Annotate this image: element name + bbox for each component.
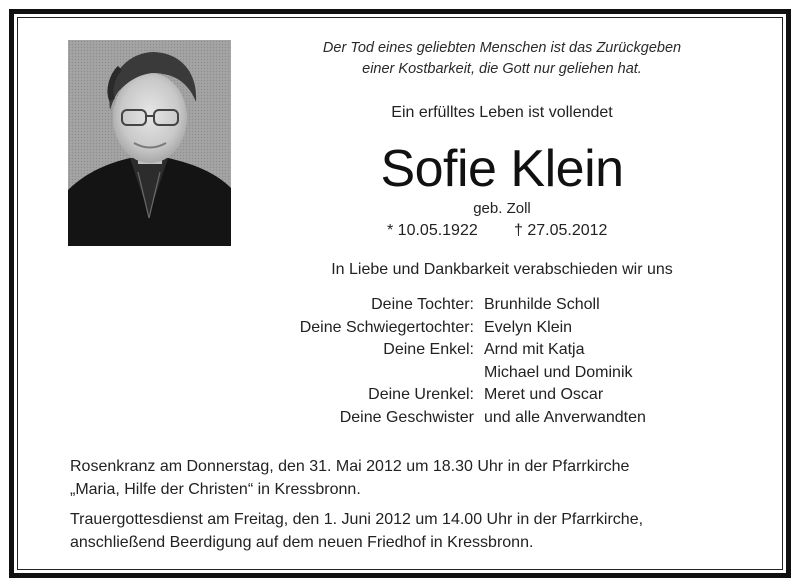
portrait-photo <box>68 40 231 246</box>
memorial-quote <box>262 38 742 80</box>
relative-value: und alle Anverwandten <box>484 408 646 426</box>
relative-row <box>200 364 760 387</box>
relative-row <box>200 386 760 409</box>
relative-label: Deine Schwiegertochter: <box>299 318 474 336</box>
funeral-service-announcement <box>70 508 750 554</box>
relatives-list <box>200 296 760 431</box>
relative-value: Meret und Oscar <box>484 386 604 403</box>
relative-row <box>200 409 760 432</box>
relative-value: Arnd mit Katja <box>484 341 585 358</box>
funeral-line-1: Trauergottesdienst am Freitag, den 1. Juni 2012 um 14.00 Uhr in der Pfarrkirche, <box>70 511 644 528</box>
relative-row <box>200 341 760 364</box>
rosary-line-1: Rosenkranz am Donnerstag, den 31. Mai 2012 um 18.30 Uhr in der Pfarrkirche <box>70 458 630 475</box>
rosary-line-2: „Maria, Hilfe der Christen“ in Kressbronn. <box>70 481 361 498</box>
rosary-announcement <box>70 455 750 501</box>
farewell-line: In Liebe und Dankbarkeit verabschieden wir uns <box>331 261 673 278</box>
relative-value: Michael und Dominik <box>484 363 633 381</box>
funeral-line-2: anschließend Beerdigung auf dem neuen Friedhof in Kressbronn. <box>70 534 534 551</box>
birth-date: * 10.05.1922 <box>387 222 478 239</box>
quote-line-2: einer Kostbarkeit, die Gott nur geliehen hat. <box>362 61 642 77</box>
relative-label: Deine Enkel: <box>383 341 474 358</box>
maiden-name: geb. Zoll <box>473 200 531 217</box>
relative-label: Deine Geschwister <box>339 408 474 426</box>
death-date: † 27.05.2012 <box>514 222 608 239</box>
relative-label: Deine Tochter: <box>371 296 474 313</box>
quote-line-1: Der Tod eines geliebten Menschen ist das Zurückgeben <box>322 40 682 56</box>
relative-row <box>200 319 760 342</box>
relative-label: Deine Urenkel: <box>368 386 474 403</box>
deceased-name: Sofie Klein <box>380 140 624 198</box>
relative-value: Evelyn Klein <box>484 318 573 336</box>
life-fulfilled-line: Ein erfülltes Leben ist vollendet <box>391 104 613 121</box>
relative-value: Brunhilde Scholl <box>484 296 600 313</box>
relative-row <box>200 296 760 319</box>
